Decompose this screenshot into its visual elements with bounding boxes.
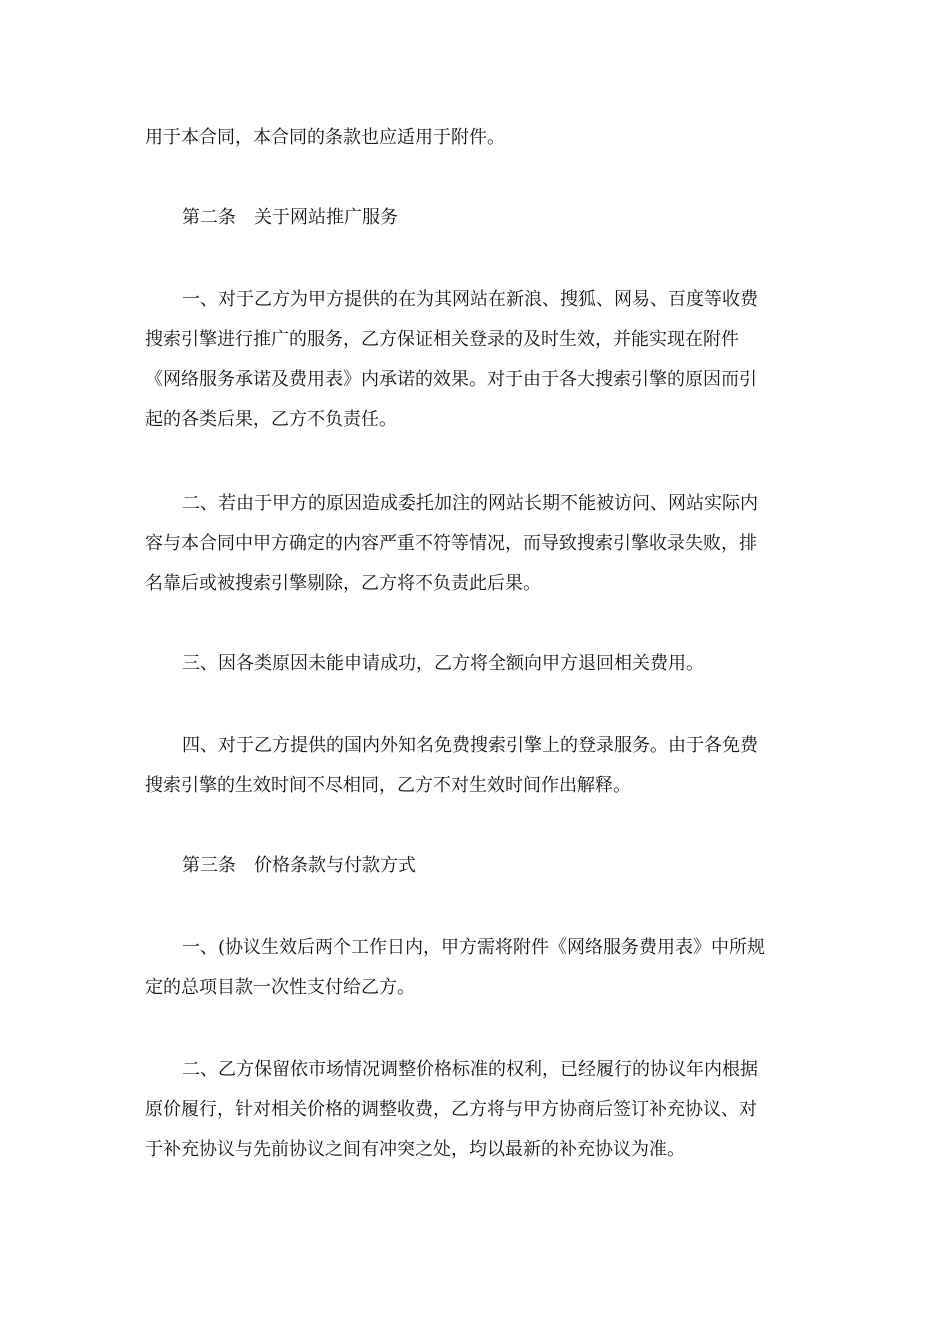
text-line: 四、对于乙方提供的国内外知名免费搜索引擎上的登录服务。由于各免费 bbox=[182, 735, 758, 756]
text-line: 二、若由于甲方的原因造成委托加注的网站长期不能被访问、网站实际内 bbox=[182, 493, 758, 514]
text-line: 《网络服务承诺及费用表》内承诺的效果。对于由于各大搜索引擎的原因而引 bbox=[145, 369, 757, 390]
text-line: 三、因各类原因未能申请成功，乙方将全额向甲方退回相关费用。 bbox=[182, 653, 704, 674]
text-line: 定的总项目款一次性支付给乙方。 bbox=[145, 977, 415, 998]
text-line: 名靠后或被搜索引擎剔除，乙方将不负责此后果。 bbox=[145, 573, 541, 594]
article-heading: 第三条 价格条款与付款方式 bbox=[182, 855, 416, 876]
text-line: 搜索引擎的生效时间不尽相同，乙方不对生效时间作出解释。 bbox=[145, 775, 631, 796]
text-line: 起的各类后果，乙方不负责任。 bbox=[145, 409, 397, 430]
text-line: 原价履行，针对相关价格的调整收费，乙方将与甲方协商后签订补充协议、对 bbox=[145, 1099, 757, 1120]
article-heading: 第二条 关于网站推广服务 bbox=[182, 207, 398, 228]
text-line: 二、乙方保留依市场情况调整价格标准的权利，已经履行的协议年内根据 bbox=[182, 1059, 758, 1080]
text-line: 一、对于乙方为甲方提供的在为其网站在新浪、搜狐、网易、百度等收费 bbox=[182, 289, 758, 310]
text-line: 搜索引擎进行推广的服务，乙方保证相关登录的及时生效，并能实现在附件 bbox=[145, 329, 739, 350]
text-line: 用于本合同，本合同的条款也应适用于附件。 bbox=[145, 127, 505, 148]
text-line: 容与本合同中甲方确定的内容严重不符等情况，而导致搜索引擎收录失败，排 bbox=[145, 533, 757, 554]
text-line: 一、(协议生效后两个工作日内，甲方需将附件《网络服务费用表》中所规 bbox=[182, 937, 766, 958]
text-line: 于补充协议与先前协议之间有冲突之处，均以最新的补充协议为准。 bbox=[145, 1139, 685, 1160]
